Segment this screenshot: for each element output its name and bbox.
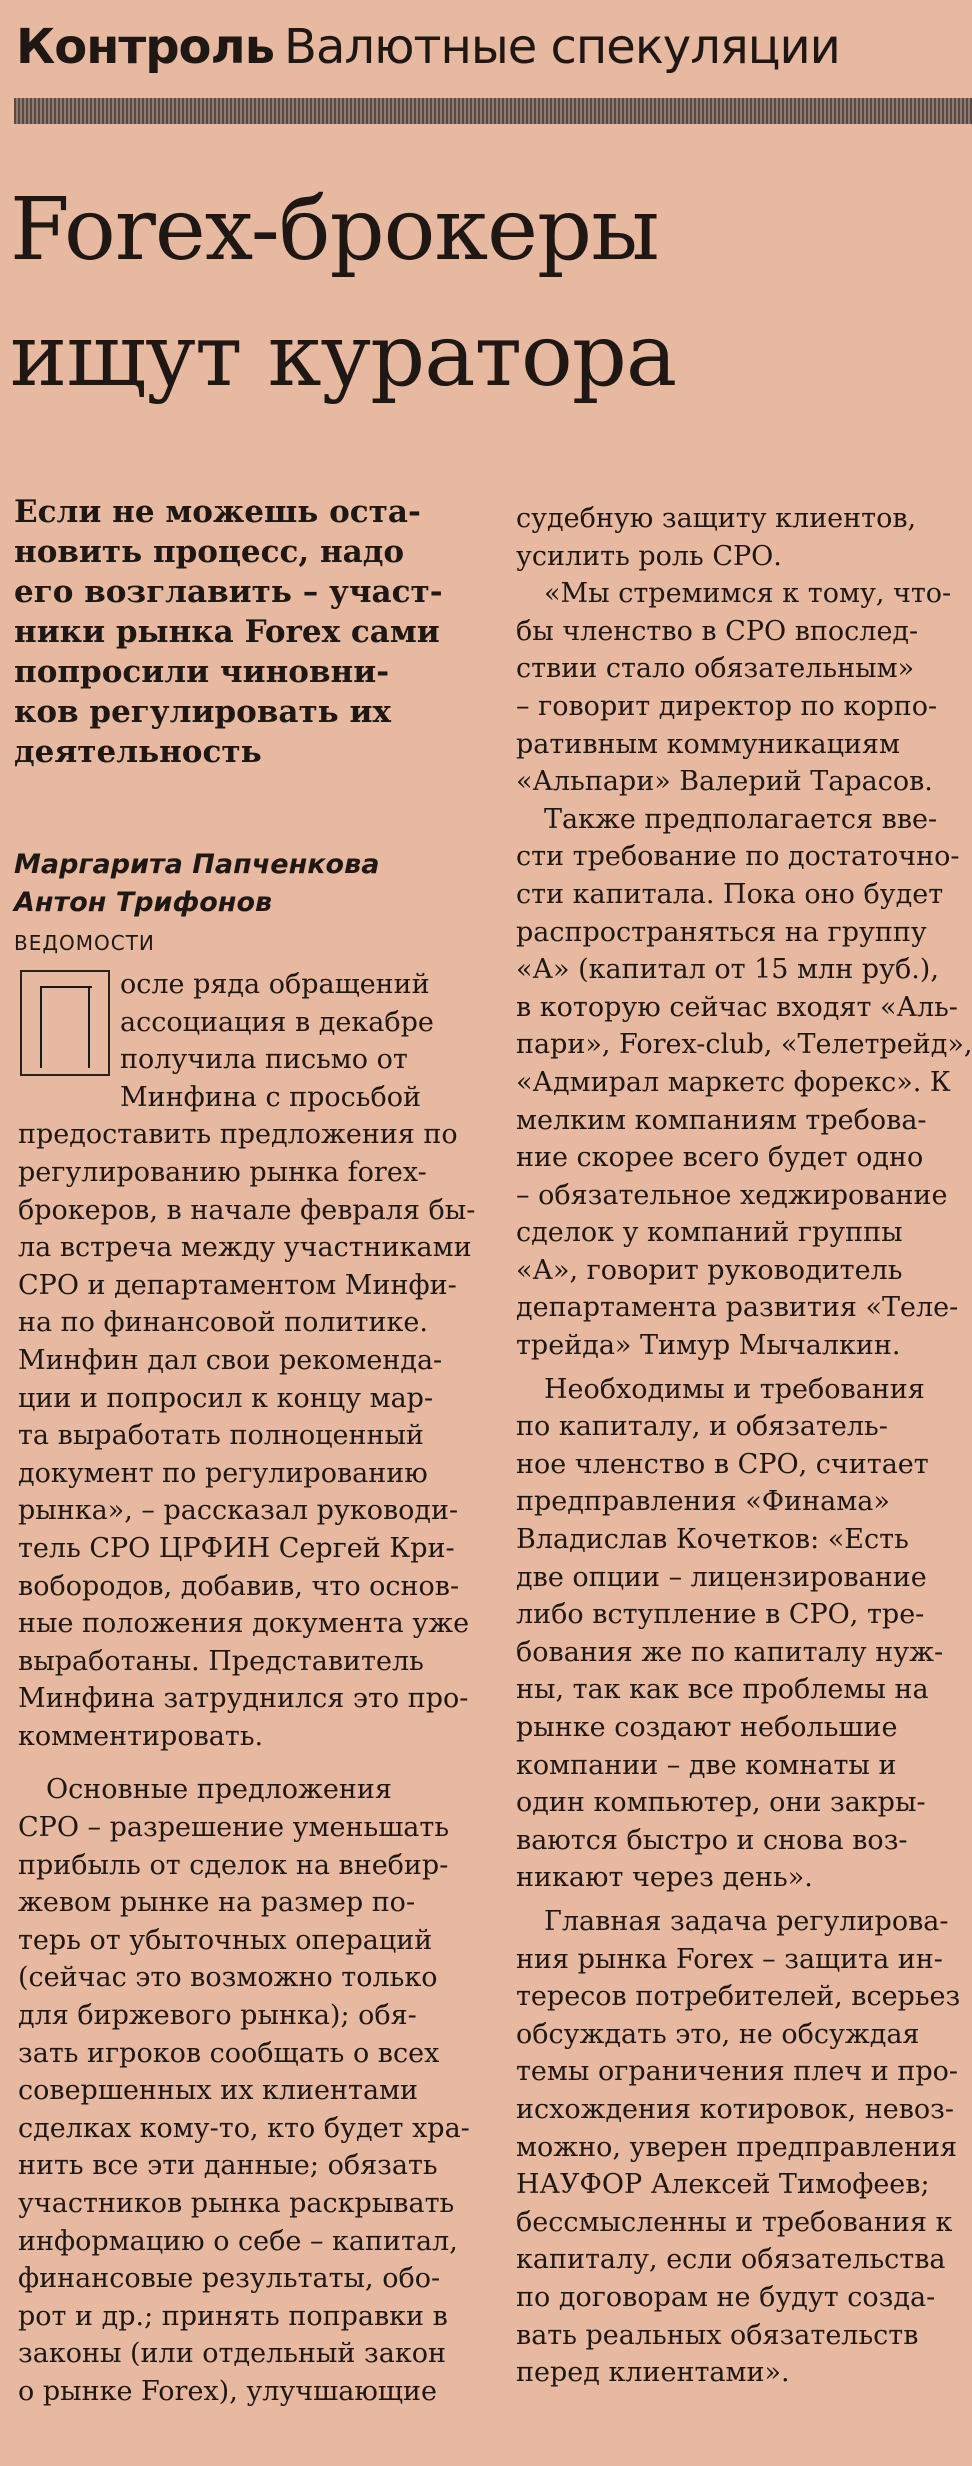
lead-line: Если не можешь оста- bbox=[14, 494, 421, 530]
text-line: «Мы стремимся к тому, что- bbox=[544, 578, 952, 610]
paragraph-finam bbox=[516, 1371, 972, 1897]
text-line: прибыль от сделок на внебир- bbox=[18, 1849, 449, 1881]
text-line: бования же по капиталу нуж- bbox=[516, 1636, 944, 1668]
text-line: «А», говорит руководитель bbox=[516, 1254, 903, 1286]
text-line: СРО – разрешение уменьшать bbox=[18, 1812, 450, 1844]
text-line: исхождения котировок, невоз- bbox=[516, 2093, 955, 2125]
author-name: Антон Трифонов bbox=[14, 887, 273, 918]
text-line: бы членство в СРО впослед- bbox=[516, 615, 919, 647]
headline-line: Forex-брокеры bbox=[10, 180, 659, 280]
text-line: Основные предложения bbox=[46, 1774, 392, 1806]
text-line: ния рынка Forex – защита ин- bbox=[516, 1943, 943, 1975]
text-line: никают через день». bbox=[516, 1862, 813, 1894]
text-line: пари», Forex-club, «Телетрейд», bbox=[516, 1029, 972, 1061]
text-line: рынка», – рассказал руководи- bbox=[18, 1495, 459, 1527]
author-name: Маргарита Папченкова bbox=[14, 849, 380, 880]
section-rubric bbox=[16, 12, 956, 82]
text-line: вобородов, добавив, что основ- bbox=[18, 1570, 460, 1602]
text-line: две опции – лицензирование bbox=[516, 1561, 927, 1593]
text-line: регулированию рынка forex- bbox=[18, 1156, 427, 1188]
text-line: ла встреча между участниками bbox=[18, 1232, 472, 1264]
text-line: Также предполагается вве- bbox=[544, 803, 938, 835]
text-line: «Альпари» Валерий Тарасов. bbox=[516, 766, 933, 798]
text-line: (сейчас это возможно только bbox=[18, 1962, 438, 1994]
text-line: усилить роль СРО. bbox=[516, 540, 782, 572]
text-line: – обязательное хеджирование bbox=[516, 1179, 948, 1211]
text-line: Главная задача регулирова- bbox=[544, 1905, 949, 1937]
text-line: о рынке Forex), улучшающие bbox=[18, 2375, 437, 2407]
text-line: ративным коммуникациям bbox=[516, 728, 900, 760]
header-rule bbox=[14, 98, 972, 124]
text-line: ние скорее всего будет одно bbox=[516, 1142, 924, 1174]
text-line: ные положения документа уже bbox=[18, 1608, 470, 1640]
text-line: выработаны. Представитель bbox=[18, 1645, 424, 1677]
text-line: можно, уверен предправления bbox=[516, 2131, 958, 2163]
text-line: предоставить предложения по bbox=[18, 1119, 458, 1151]
text-line: перед клиентами». bbox=[516, 2357, 790, 2389]
text-line: НАУФОР Алексей Тимофеев; bbox=[516, 2169, 930, 2201]
text-line: та выработать полноценный bbox=[18, 1420, 424, 1452]
article-column-1 bbox=[18, 966, 478, 2411]
text-line: в которую сейчас входят «Аль- bbox=[516, 991, 958, 1023]
text-line: СРО и департаментом Минфи- bbox=[18, 1269, 457, 1301]
text-line: нить все эти данные; обязать bbox=[18, 2150, 438, 2182]
headline-line: ищут куратора bbox=[10, 306, 677, 406]
text-line: участников рынка раскрывать bbox=[18, 2188, 455, 2219]
lead-line: его возглавить – участ- bbox=[14, 574, 443, 610]
article-lead bbox=[14, 492, 492, 772]
text-line: тересов потребителей, всерьез bbox=[516, 1981, 961, 2013]
text-line: совершенных их клиентами bbox=[18, 2075, 419, 2107]
text-line: бессмысленны и требования к bbox=[516, 2206, 953, 2238]
text-line: ваются быстро и снова воз- bbox=[516, 1824, 908, 1856]
paragraph-1 bbox=[18, 966, 478, 1755]
text-line: по капиталу, и обязатель- bbox=[516, 1411, 888, 1443]
byline bbox=[14, 846, 492, 922]
text-line: брокеров, в начале февраля бы- bbox=[18, 1194, 476, 1226]
text-line: судебную защиту клиентов, bbox=[516, 503, 917, 534]
text-line: капиталу, если обязательства bbox=[516, 2244, 946, 2276]
text-line: информацию о себе – капитал, bbox=[18, 2225, 458, 2257]
text-line: мелким компаниям требова- bbox=[516, 1104, 927, 1136]
text-line: финансовые результаты, обо- bbox=[18, 2263, 441, 2295]
text-line: на по финансовой политике. bbox=[18, 1307, 428, 1339]
text-line: Владислав Кочетков: «Есть bbox=[516, 1524, 909, 1556]
publication-source: ВЕДОМОСТИ bbox=[14, 931, 155, 955]
text-line: Минфина затруднился это про- bbox=[18, 1683, 469, 1715]
text-line: терь от убыточных операций bbox=[18, 1924, 433, 1956]
text-line: Минфин дал свои рекоменда- bbox=[18, 1344, 443, 1376]
text-line: сделках кому-то, кто будет хра- bbox=[18, 2112, 470, 2144]
text-line: зать игроков сообщать о всех bbox=[18, 2037, 440, 2069]
text-line: один компьютер, они закры- bbox=[516, 1787, 926, 1819]
lead-line: деятельность bbox=[14, 734, 262, 770]
text-line: обсуждать это, не обсуждая bbox=[516, 2018, 920, 2050]
text-line: сти требование по достаточно- bbox=[516, 841, 960, 873]
paragraph-naufor bbox=[516, 1903, 972, 2392]
lead-line: ков регулировать их bbox=[14, 694, 391, 730]
text-line: законы (или отдельный закон bbox=[18, 2338, 446, 2370]
text-line: «Адмирал маркетс форекс». К bbox=[516, 1066, 951, 1098]
text-line: ции и попросил к концу мар- bbox=[18, 1382, 434, 1414]
text-line: трейда» Тимур Мычалкин. bbox=[516, 1330, 901, 1362]
text-line: распространяться на группу bbox=[516, 916, 927, 948]
text-line: – говорит директор по корпо- bbox=[516, 690, 938, 722]
text-line: жевом рынке на размер по- bbox=[18, 1887, 416, 1919]
subsection-name: Валютные спекуляции bbox=[284, 19, 840, 75]
text-line: получила письмо от bbox=[120, 1044, 408, 1076]
text-line: ассоциация в декабре bbox=[120, 1006, 434, 1038]
text-line: департамента развития «Теле- bbox=[516, 1292, 959, 1324]
text-line: по договорам не будут созда- bbox=[516, 2281, 936, 2313]
text-line: темы ограничения плеч и про- bbox=[516, 2056, 958, 2088]
text-line: рот и др.; принять поправки в bbox=[18, 2300, 448, 2332]
paragraph-continued bbox=[516, 500, 972, 575]
text-line: комментировать. bbox=[18, 1720, 264, 1752]
lead-line: новить процесс, надо bbox=[14, 534, 405, 570]
text-line: Минфина с просьбой bbox=[120, 1081, 422, 1113]
text-line: «А» (капитал от 15 млн руб.), bbox=[516, 954, 939, 986]
text-line: ствии стало обязательным» bbox=[516, 653, 915, 685]
text-line: для биржевого рынка); обя- bbox=[18, 2000, 417, 2032]
lead-line: попросили чиновни- bbox=[14, 654, 390, 690]
article-headline bbox=[10, 170, 960, 422]
text-line: предправления «Финама» bbox=[516, 1486, 890, 1518]
text-line: ны, так как все проблемы на bbox=[516, 1674, 929, 1706]
article-column-2 bbox=[516, 500, 972, 2392]
paragraph-quote-alpari bbox=[516, 575, 972, 801]
text-line: вать реальных обязательств bbox=[516, 2319, 919, 2351]
text-line: компании – две комнаты и bbox=[516, 1749, 897, 1781]
paragraph-capital bbox=[516, 801, 972, 1365]
paragraph-2 bbox=[18, 1771, 478, 2410]
text-line: Необходимы и требования bbox=[544, 1373, 925, 1405]
text-line: рынке создают небольшие bbox=[516, 1712, 898, 1743]
text-line: сти капитала. Пока оно будет bbox=[516, 878, 944, 910]
text-line: либо вступление в СРО, тре- bbox=[516, 1599, 925, 1631]
text-line: документ по регулированию bbox=[18, 1457, 428, 1489]
text-line: осле ряда обращений bbox=[120, 969, 430, 1000]
lead-line: ники рынка Forex сами bbox=[14, 614, 440, 650]
text-line: тель СРО ЦРФИН Сергей Кри- bbox=[18, 1532, 455, 1564]
text-line: ное членство в СРО, считает bbox=[516, 1448, 929, 1480]
text-line: сделок у компаний группы bbox=[516, 1217, 903, 1249]
section-name: Контроль bbox=[16, 19, 275, 75]
